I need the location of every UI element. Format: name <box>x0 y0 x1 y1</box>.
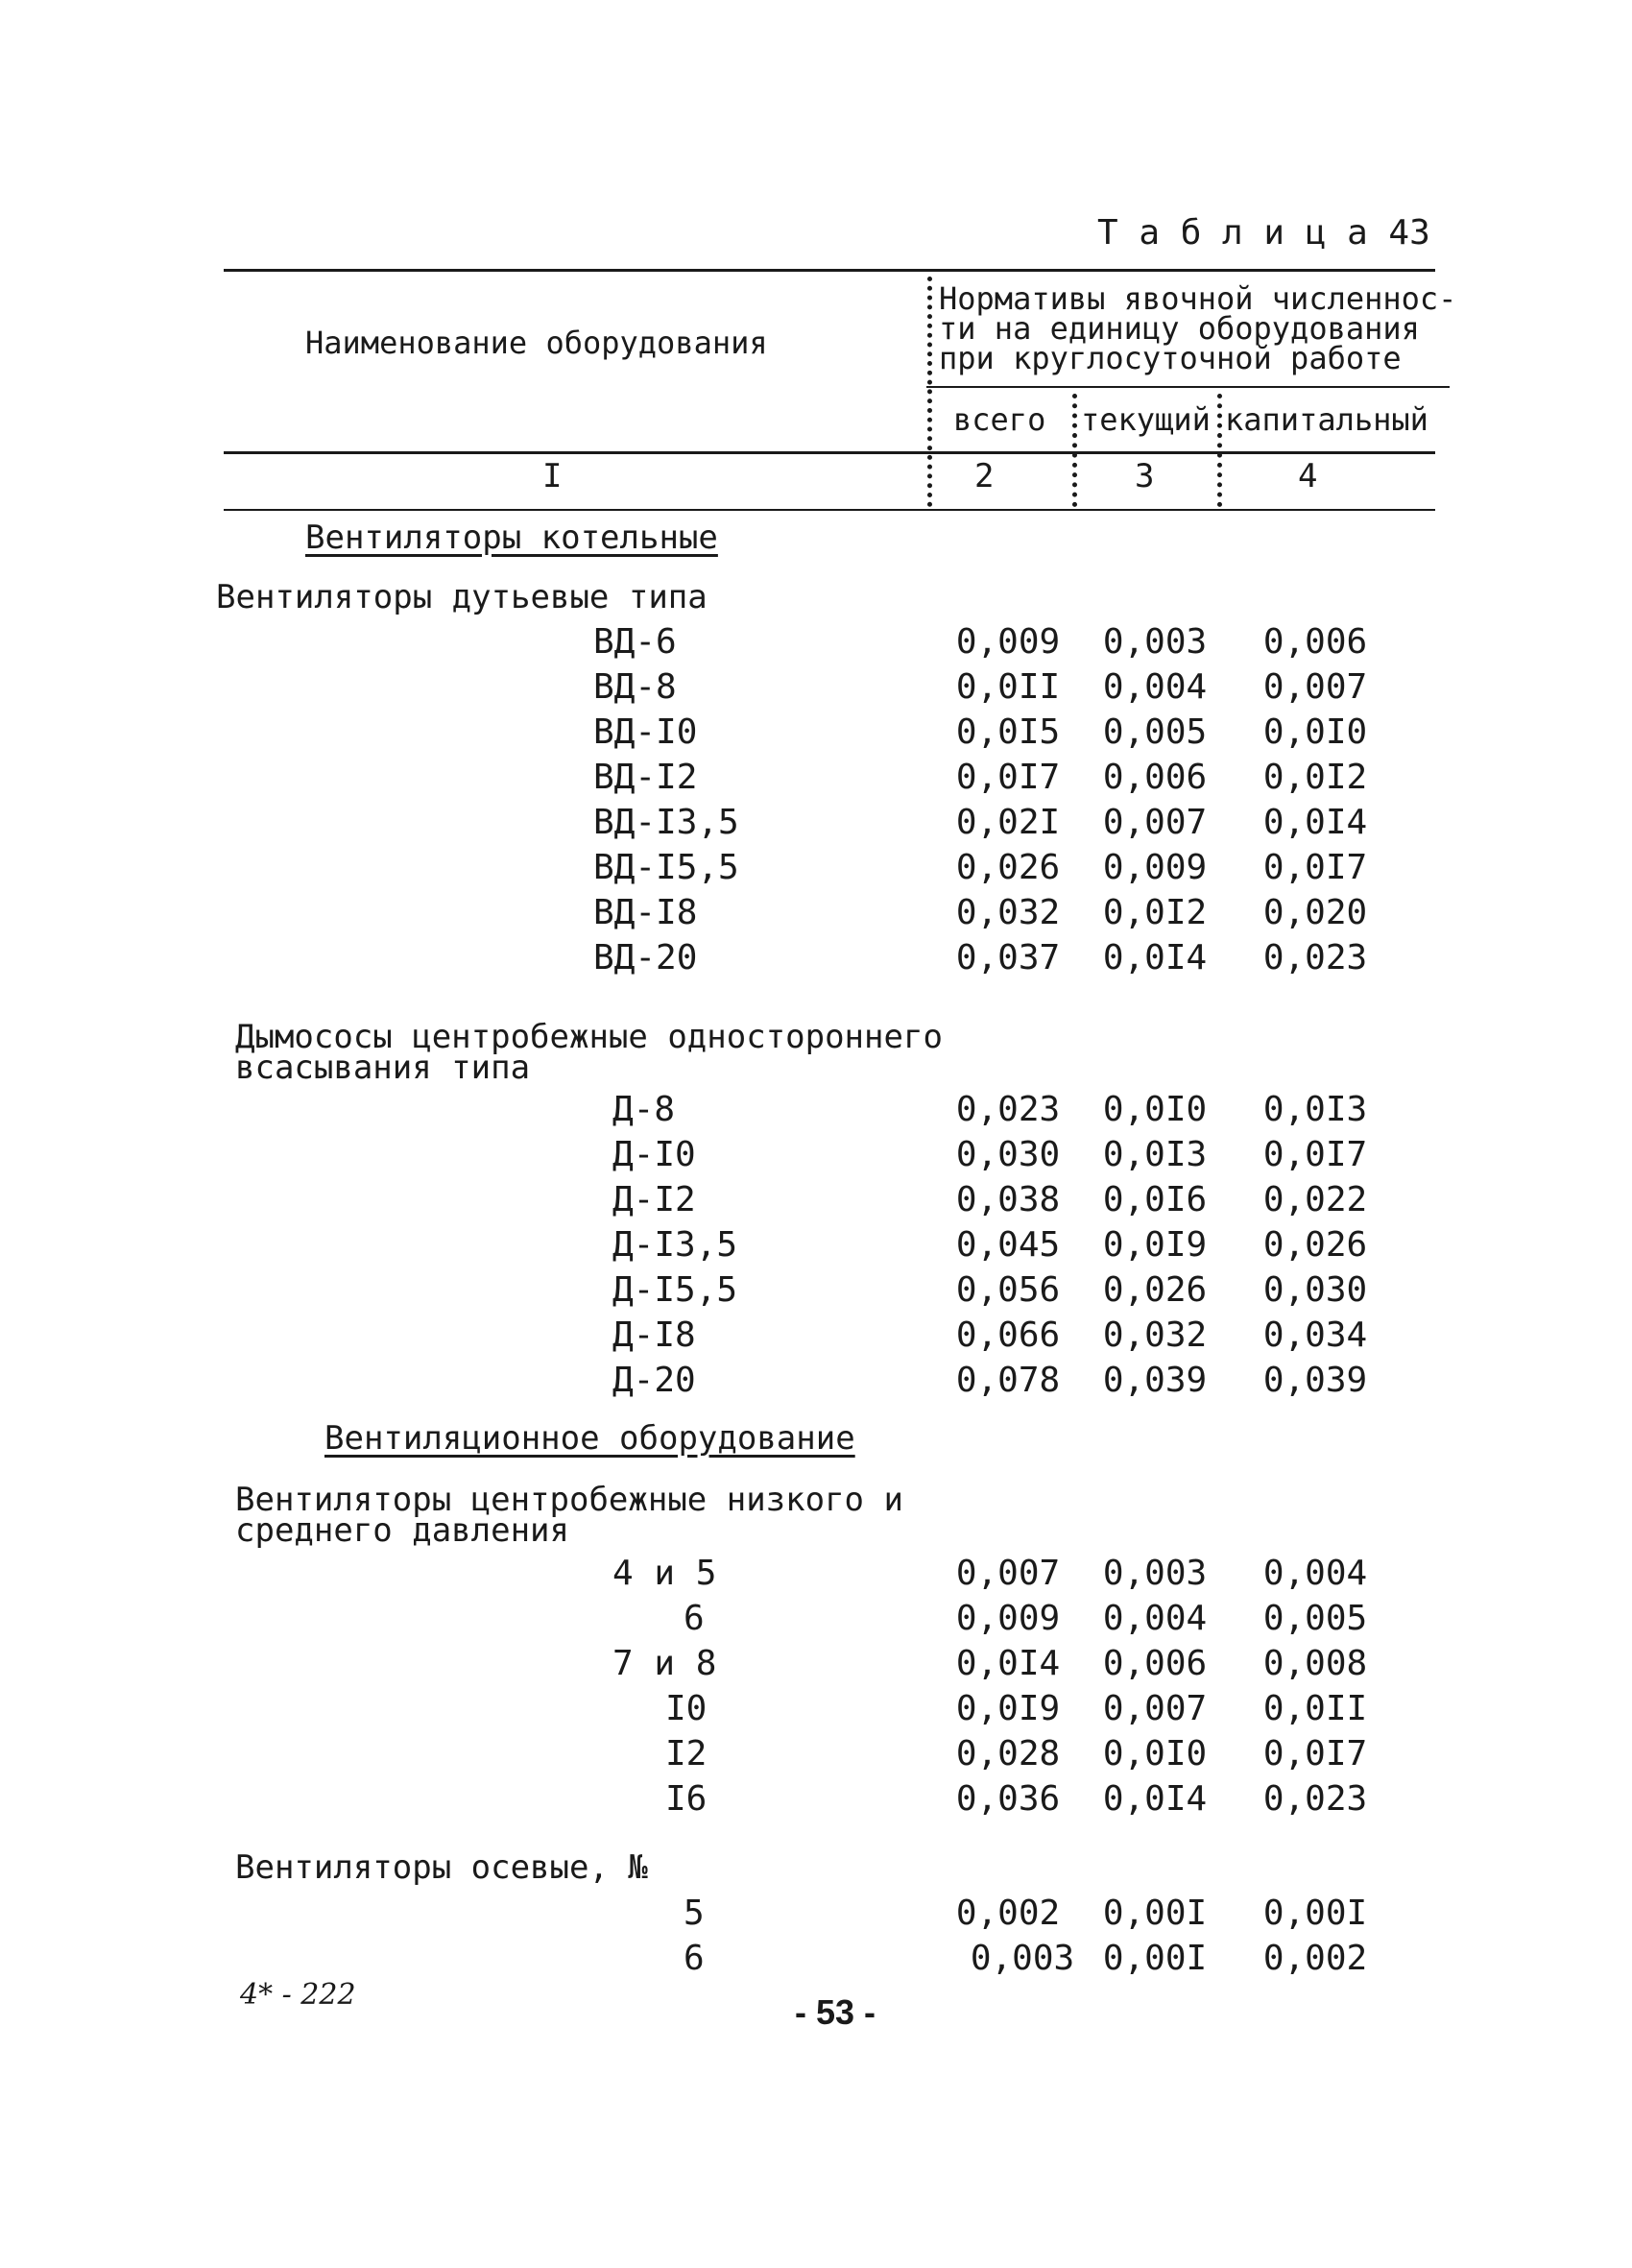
value-current: 0,0I0 <box>1102 1090 1208 1129</box>
row-name: 5 <box>684 1894 705 1933</box>
row-name: Д-I5,5 <box>612 1270 738 1310</box>
value-total: 0,0I7 <box>955 758 1061 797</box>
value-current: 0,0I4 <box>1102 938 1208 977</box>
value-capital: 0,004 <box>1262 1554 1368 1593</box>
value-capital: 0,0I7 <box>1262 1135 1368 1174</box>
header-group-line3: при круглосуточной работе <box>939 340 1402 376</box>
value-total: 0,023 <box>955 1090 1061 1129</box>
subsection-title-smoke-exhausters-line2: всасывания типа <box>235 1049 531 1087</box>
row-name: ВД-I2 <box>593 758 698 797</box>
value-total: 0,056 <box>955 1270 1061 1310</box>
value-capital: 0,0I7 <box>1262 1734 1368 1773</box>
value-capital: 0,006 <box>1262 622 1368 662</box>
row-name: Д-I3,5 <box>612 1225 738 1265</box>
value-current: 0,032 <box>1102 1315 1208 1355</box>
header-total: всего <box>953 401 1046 438</box>
value-current: 0,003 <box>1102 1554 1208 1593</box>
value-total: 0,066 <box>955 1315 1061 1355</box>
value-capital: 0,0I3 <box>1262 1090 1368 1129</box>
value-capital: 0,0I0 <box>1262 712 1368 752</box>
value-capital: 0,0I7 <box>1262 848 1368 887</box>
section-title-boiler-fans: Вентиляторы котельные <box>305 519 718 557</box>
value-total: 0,009 <box>955 622 1061 662</box>
value-current: 0,0I4 <box>1102 1779 1208 1819</box>
value-total: 0,032 <box>955 893 1061 932</box>
subsection-title-axial-fans: Вентиляторы осевые, № <box>235 1848 648 1887</box>
col-number-2: 2 <box>974 457 995 495</box>
subsection-title-blowing-fans: Вентиляторы дутьевые типа <box>216 578 708 616</box>
divider-col1 <box>927 277 932 507</box>
value-capital: 0,0II <box>1262 1689 1368 1728</box>
value-current: 0,0I2 <box>1102 893 1208 932</box>
value-capital: 0,00I <box>1262 1894 1368 1933</box>
col-number-1: I <box>542 457 563 495</box>
value-capital: 0,002 <box>1262 1939 1368 1978</box>
value-capital: 0,039 <box>1262 1361 1368 1400</box>
row-name: 6 <box>684 1939 705 1978</box>
value-total: 0,0I9 <box>955 1689 1061 1728</box>
divider-col2 <box>1072 394 1077 507</box>
value-current: 0,004 <box>1102 667 1208 707</box>
header-capital: капитальный <box>1225 401 1428 438</box>
row-name: Д-20 <box>612 1361 696 1400</box>
row-name: ВД-20 <box>593 938 698 977</box>
row-name: Д-I0 <box>612 1135 696 1174</box>
value-current: 0,007 <box>1102 803 1208 842</box>
section-title-ventilation-equipment: Вентиляционное оборудование <box>324 1419 855 1458</box>
value-current: 0,0I9 <box>1102 1225 1208 1265</box>
value-current: 0,004 <box>1102 1599 1208 1638</box>
subsection-title-centrifugal-line2: среднего давления <box>235 1511 569 1550</box>
row-name: ВД-8 <box>593 667 677 707</box>
value-capital: 0,023 <box>1262 1779 1368 1819</box>
row-name: I2 <box>665 1734 708 1773</box>
row-name: 6 <box>684 1599 705 1638</box>
value-total: 0,009 <box>955 1599 1061 1638</box>
value-current: 0,006 <box>1102 1644 1208 1683</box>
row-name: I6 <box>665 1779 708 1819</box>
row-name: 4 и 5 <box>612 1554 717 1593</box>
value-current: 0,003 <box>1102 622 1208 662</box>
value-capital: 0,022 <box>1262 1180 1368 1219</box>
divider-col3 <box>1217 394 1222 507</box>
value-total: 0,045 <box>955 1225 1061 1265</box>
value-capital: 0,007 <box>1262 667 1368 707</box>
value-total: 0,026 <box>955 848 1061 887</box>
table-label: Т а б л и ц а 43 <box>1097 213 1430 253</box>
value-total: 0,0I4 <box>955 1644 1061 1683</box>
header-current: текущий <box>1081 401 1211 438</box>
value-total: 0,030 <box>955 1135 1061 1174</box>
value-current: 0,009 <box>1102 848 1208 887</box>
value-capital: 0,0I4 <box>1262 803 1368 842</box>
value-current: 0,005 <box>1102 712 1208 752</box>
col-number-4: 4 <box>1298 457 1318 495</box>
value-capital: 0,020 <box>1262 893 1368 932</box>
value-total: 0,0II <box>955 667 1061 707</box>
subsection-title-smoke-exhausters-line1: Дымососы центробежные одностороннего <box>235 1018 943 1056</box>
value-current: 0,006 <box>1102 758 1208 797</box>
value-total: 0,02I <box>955 803 1061 842</box>
value-capital: 0,005 <box>1262 1599 1368 1638</box>
value-total: 0,002 <box>955 1894 1061 1933</box>
value-current: 0,039 <box>1102 1361 1208 1400</box>
value-current: 0,007 <box>1102 1689 1208 1728</box>
value-capital: 0,034 <box>1262 1315 1368 1355</box>
value-current: 0,00I <box>1102 1939 1208 1978</box>
value-total: 0,078 <box>955 1361 1061 1400</box>
header-equipment-name: Наименование оборудования <box>305 325 768 361</box>
value-total: 0,038 <box>955 1180 1061 1219</box>
row-name: 7 и 8 <box>612 1644 717 1683</box>
row-name: I0 <box>665 1689 708 1728</box>
page-number: - 53 - <box>795 1992 876 2032</box>
value-current: 0,0I0 <box>1102 1734 1208 1773</box>
row-name: ВД-I8 <box>593 893 698 932</box>
group-bottom-rule <box>926 386 1450 388</box>
subheader-bottom-rule <box>224 451 1435 454</box>
header-bottom-rule <box>224 509 1435 511</box>
handwritten-code: 4* - 222 <box>240 1978 356 2012</box>
value-current: 0,0I6 <box>1102 1180 1208 1219</box>
row-name: Д-I2 <box>612 1180 696 1219</box>
value-capital: 0,023 <box>1262 938 1368 977</box>
value-current: 0,026 <box>1102 1270 1208 1310</box>
value-current: 0,0I3 <box>1102 1135 1208 1174</box>
value-capital: 0,0I2 <box>1262 758 1368 797</box>
row-name: Д-I8 <box>612 1315 696 1355</box>
row-name: Д-8 <box>612 1090 676 1129</box>
row-name: ВД-I0 <box>593 712 698 752</box>
value-capital: 0,026 <box>1262 1225 1368 1265</box>
value-total: 0,0I5 <box>955 712 1061 752</box>
value-total: 0,003 <box>970 1939 1075 1978</box>
value-total: 0,037 <box>955 938 1061 977</box>
col-number-3: 3 <box>1135 457 1155 495</box>
value-total: 0,028 <box>955 1734 1061 1773</box>
row-name: ВД-6 <box>593 622 677 662</box>
row-name: ВД-I3,5 <box>593 803 739 842</box>
header-group-line2: ти на единицу оборудования <box>939 310 1420 347</box>
header-top-rule <box>224 269 1435 272</box>
value-capital: 0,030 <box>1262 1270 1368 1310</box>
value-current: 0,00I <box>1102 1894 1208 1933</box>
header-group-line1: Нормативы явочной численнос- <box>939 280 1457 317</box>
value-total: 0,036 <box>955 1779 1061 1819</box>
row-name: ВД-I5,5 <box>593 848 739 887</box>
subsection-title-centrifugal-line1: Вентиляторы центробежные низкого и <box>235 1481 903 1519</box>
value-total: 0,007 <box>955 1554 1061 1593</box>
value-capital: 0,008 <box>1262 1644 1368 1683</box>
